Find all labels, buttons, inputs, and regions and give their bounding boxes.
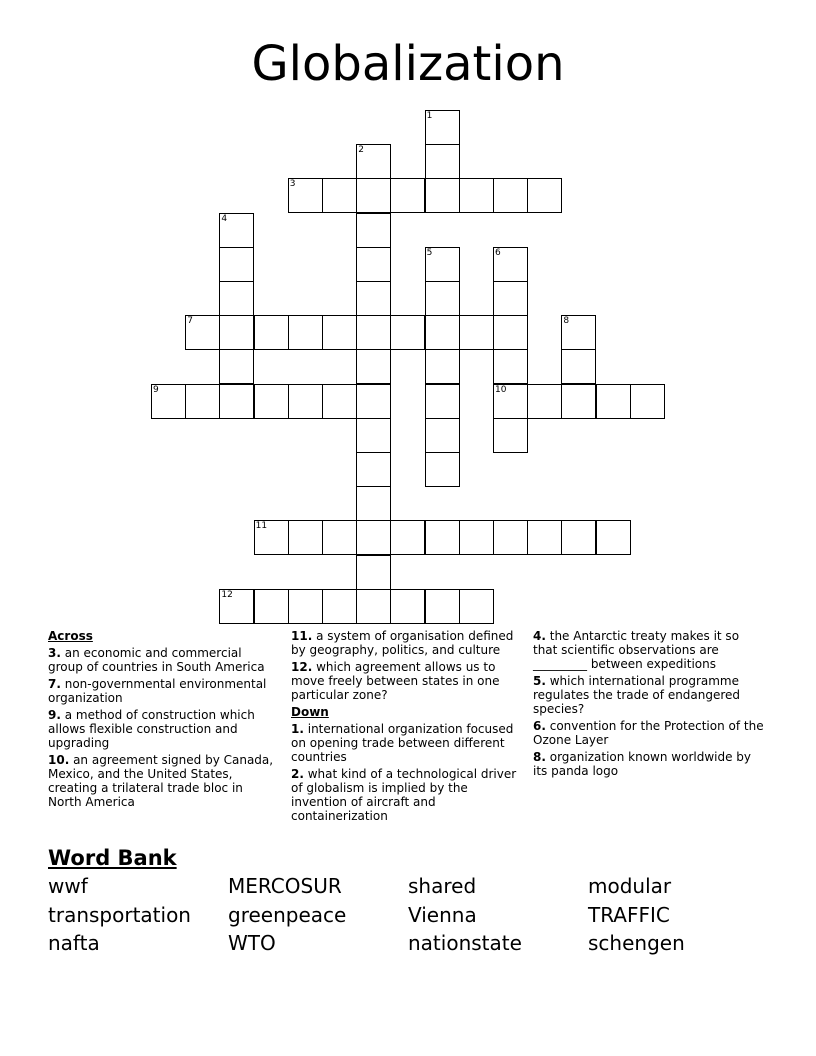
clue-item bbox=[48, 646, 280, 674]
grid-cell[interactable] bbox=[425, 247, 460, 282]
clue-item-number: 11. bbox=[291, 629, 313, 643]
clue-item-text: an economic and commercial group of countries in South America bbox=[48, 646, 265, 674]
grid-cell[interactable] bbox=[425, 110, 460, 145]
clue-item bbox=[533, 719, 765, 747]
word-bank-item: WTO bbox=[228, 931, 276, 955]
grid-cell[interactable] bbox=[356, 384, 391, 419]
clue-item-text: non-governmental environmental organization bbox=[48, 677, 267, 705]
clues-column-3 bbox=[533, 629, 765, 781]
clue-item bbox=[48, 753, 280, 809]
grid-cell[interactable] bbox=[322, 589, 357, 624]
grid-cell[interactable] bbox=[151, 384, 186, 419]
grid-cell[interactable] bbox=[322, 178, 357, 213]
grid-cell[interactable] bbox=[459, 315, 494, 350]
clue-item-number: 12. bbox=[291, 660, 313, 674]
grid-cell[interactable] bbox=[596, 520, 631, 555]
grid-cell[interactable] bbox=[356, 520, 391, 555]
word-bank-item: modular bbox=[588, 874, 672, 898]
clue-number: 8 bbox=[563, 316, 570, 327]
clue-item bbox=[533, 629, 765, 671]
clue-item-number: 2. bbox=[291, 767, 304, 781]
grid-cell[interactable] bbox=[493, 315, 528, 350]
grid-cell[interactable] bbox=[630, 384, 665, 419]
grid-cell[interactable] bbox=[425, 144, 460, 179]
clue-item-number: 5. bbox=[533, 674, 546, 688]
word-bank-heading: Word Bank bbox=[48, 846, 177, 870]
clue-item bbox=[291, 767, 523, 823]
word-bank-item: nationstate bbox=[408, 931, 522, 955]
clue-item bbox=[48, 677, 280, 705]
grid-cell[interactable] bbox=[219, 281, 254, 316]
clue-number: 6 bbox=[495, 247, 501, 258]
clue-item-text: an agreement signed by Canada, Mexico, and the United States, creating a trilateral trade bloc in North America bbox=[48, 753, 274, 809]
word-bank-item: transportation bbox=[48, 903, 191, 927]
grid-cell[interactable] bbox=[493, 178, 528, 213]
clue-item-text: which international programme regulates the trade of endangered species? bbox=[533, 674, 741, 716]
grid-cell[interactable] bbox=[288, 384, 323, 419]
grid-cell[interactable] bbox=[356, 213, 391, 248]
grid-cell[interactable] bbox=[219, 384, 254, 419]
grid-cell[interactable] bbox=[356, 315, 391, 350]
page-title: Globalization bbox=[251, 36, 565, 92]
grid-cell[interactable] bbox=[390, 315, 425, 350]
clue-item-text: organization known worldwide by its panda logo bbox=[533, 750, 752, 778]
grid-cell[interactable] bbox=[459, 520, 494, 555]
grid-cell[interactable] bbox=[390, 589, 425, 624]
grid-cell[interactable] bbox=[322, 315, 357, 350]
grid-cell[interactable] bbox=[185, 384, 220, 419]
clue-number: 2 bbox=[358, 145, 364, 156]
clue-item bbox=[48, 708, 280, 750]
grid-cell[interactable] bbox=[219, 315, 254, 350]
clue-item bbox=[291, 660, 523, 702]
clue-number: 12 bbox=[221, 589, 233, 600]
clue-item-text: what kind of a technological driver of globalism is implied by the invention of aircraft and containerization bbox=[291, 767, 517, 823]
clue-number: 11 bbox=[255, 521, 268, 532]
grid-cell[interactable] bbox=[356, 486, 391, 521]
clue-item-text: convention for the Protection of the Ozone Layer bbox=[533, 719, 764, 747]
grid-cell[interactable] bbox=[493, 520, 528, 555]
clue-item-text: which agreement allows us to move freely between states in one particular zone? bbox=[291, 660, 500, 702]
clue-number: 5 bbox=[426, 247, 433, 258]
grid-cell[interactable] bbox=[219, 589, 254, 624]
grid-cell[interactable] bbox=[254, 315, 289, 350]
grid-cell[interactable] bbox=[561, 315, 596, 350]
grid-cell[interactable] bbox=[254, 384, 289, 419]
clue-item-text: a method of construction which allows flexible construction and upgrading bbox=[48, 708, 255, 750]
grid-cell[interactable] bbox=[425, 281, 460, 316]
grid-cell[interactable] bbox=[288, 589, 323, 624]
grid-cell[interactable] bbox=[356, 247, 391, 282]
grid-cell[interactable] bbox=[219, 349, 254, 384]
grid-cell[interactable] bbox=[527, 520, 562, 555]
grid-cell[interactable] bbox=[356, 144, 391, 179]
grid-cell[interactable] bbox=[596, 384, 631, 419]
grid-cell[interactable] bbox=[425, 315, 460, 350]
grid-cell[interactable] bbox=[561, 520, 596, 555]
word-bank-item: TRAFFIC bbox=[588, 903, 670, 927]
grid-cell[interactable] bbox=[459, 178, 494, 213]
clue-number: 4 bbox=[221, 213, 228, 224]
grid-cell[interactable] bbox=[356, 349, 391, 384]
clue-number: 10 bbox=[495, 384, 507, 395]
grid-cell[interactable] bbox=[425, 178, 460, 213]
grid-cell[interactable] bbox=[425, 452, 460, 487]
clue-item-number: 7. bbox=[48, 677, 61, 691]
clue-item-number: 1. bbox=[291, 722, 304, 736]
word-bank-item: MERCOSUR bbox=[228, 874, 342, 898]
grid-cell[interactable] bbox=[356, 178, 391, 213]
clue-item-number: 8. bbox=[533, 750, 546, 764]
clue-heading: Across bbox=[48, 629, 93, 643]
clue-heading: Down bbox=[291, 705, 329, 719]
grid-cell[interactable] bbox=[527, 384, 562, 419]
grid-cell[interactable] bbox=[356, 281, 391, 316]
word-bank-item: shared bbox=[408, 874, 477, 898]
grid-cell[interactable] bbox=[356, 589, 391, 624]
word-bank-item: Vienna bbox=[408, 903, 477, 927]
grid-cell[interactable] bbox=[561, 384, 596, 419]
grid-cell[interactable] bbox=[356, 418, 391, 453]
grid-cell[interactable] bbox=[322, 384, 357, 419]
word-bank-item: wwf bbox=[48, 874, 88, 898]
clue-item bbox=[533, 674, 765, 716]
grid-cell[interactable] bbox=[219, 213, 254, 248]
clue-item-number: 4. bbox=[533, 629, 546, 643]
clue-item bbox=[291, 629, 523, 657]
clue-item-number: 9. bbox=[48, 708, 61, 722]
grid-cell[interactable] bbox=[493, 281, 528, 316]
grid-cell[interactable] bbox=[288, 178, 323, 213]
grid-cell[interactable] bbox=[254, 589, 289, 624]
grid-cell[interactable] bbox=[356, 555, 391, 590]
clue-item-text: international organization focused on opening trade between different countries bbox=[291, 722, 514, 764]
clue-item bbox=[291, 722, 523, 764]
grid-cell[interactable] bbox=[356, 452, 391, 487]
grid-cell[interactable] bbox=[425, 520, 460, 555]
grid-cell[interactable] bbox=[390, 178, 425, 213]
word-bank-item: greenpeace bbox=[228, 903, 347, 927]
grid-cell[interactable] bbox=[425, 384, 460, 419]
grid-cell[interactable] bbox=[390, 520, 425, 555]
grid-cell[interactable] bbox=[493, 384, 528, 419]
clue-item-text: a system of organisation defined by geography, politics, and culture bbox=[291, 629, 514, 657]
grid-cell[interactable] bbox=[493, 247, 528, 282]
grid-cell[interactable] bbox=[425, 589, 460, 624]
grid-cell[interactable] bbox=[425, 418, 460, 453]
grid-cell[interactable] bbox=[527, 178, 562, 213]
grid-cell[interactable] bbox=[185, 315, 220, 350]
clue-item-number: 10. bbox=[48, 753, 70, 767]
grid-cell[interactable] bbox=[254, 520, 289, 555]
clue-number: 3 bbox=[289, 179, 296, 190]
clue-item-number: 3. bbox=[48, 646, 61, 660]
grid-cell[interactable] bbox=[561, 349, 596, 384]
grid-cell[interactable] bbox=[288, 520, 323, 555]
clue-number: 1 bbox=[426, 111, 433, 121]
word-bank-item: nafta bbox=[48, 931, 100, 955]
clues-column-2 bbox=[291, 629, 523, 826]
clue-item bbox=[533, 750, 765, 778]
grid-cell[interactable] bbox=[322, 520, 357, 555]
grid-cell[interactable] bbox=[459, 589, 494, 624]
grid-cell[interactable] bbox=[493, 418, 528, 453]
clue-item-number: 6. bbox=[533, 719, 546, 733]
clue-item-text: the Antarctic treaty makes it so that scientific observations are _________ between expeditions bbox=[533, 629, 740, 671]
clue-number: 7 bbox=[187, 316, 193, 327]
word-bank-item: schengen bbox=[588, 931, 685, 955]
grid-cell[interactable] bbox=[493, 349, 528, 384]
clues-column-1 bbox=[48, 629, 280, 812]
grid-cell[interactable] bbox=[288, 315, 323, 350]
grid-cell[interactable] bbox=[219, 247, 254, 282]
grid-cell[interactable] bbox=[425, 349, 460, 384]
clue-number: 9 bbox=[153, 384, 159, 395]
